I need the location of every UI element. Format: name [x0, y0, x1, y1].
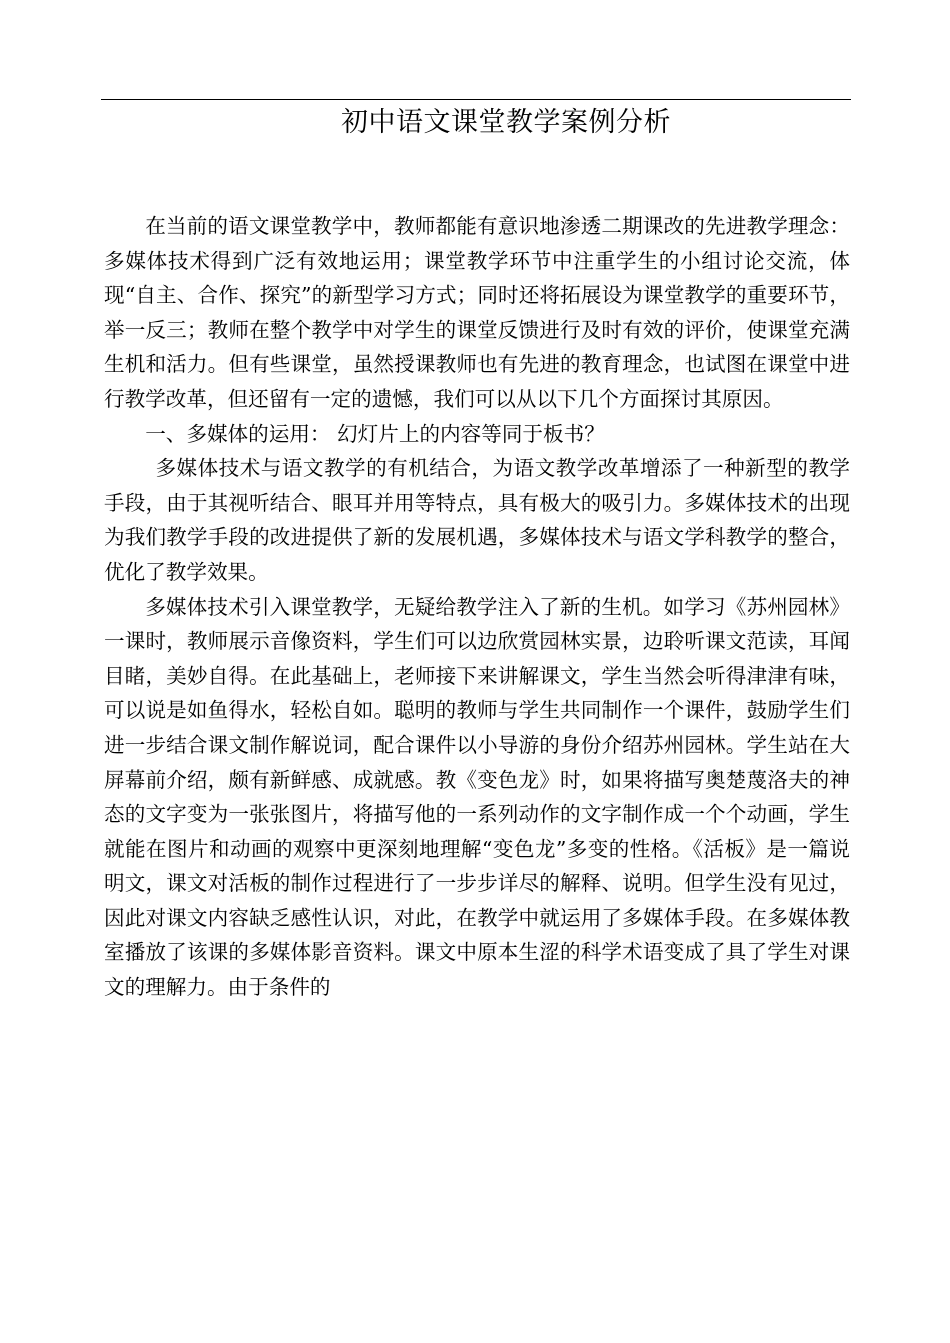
header-rule	[101, 99, 851, 100]
paragraph-intro: 在当前的语文课堂教学中，教师都能有意识地渗透二期课改的先进教学理念：多媒体技术得到广泛有效地运用；课堂教学环节中注重学生的小组讨论交流，体现“自主、合作、探究”的新型学习方式；同时还将拓展设为课堂教学的重要环节，举一反三；教师在整个教学中对学生的课堂反馈进行及时有效的评价，使课堂充满生机和活力。但有些课堂，虽然授课教师也有先进的教育理念，也试图在课堂中进行教学改革，但还留有一定的遗憾，我们可以从以下几个方面探讨其原因。	[104, 214, 850, 411]
section-heading-multimedia: 一、多媒体的运用： 幻灯片上的内容等同于板书？	[145, 421, 605, 446]
paragraph-multimedia-examples: 多媒体技术引入课堂教学，无疑给教学注入了新的生机。如学习《苏州园林》一课时，教师展示音像资料，学生们可以边欣赏园林实景，边聆听课文范读，耳闻目睹，美妙自得。在此基础上，老师接下来讲解课文，学生当然会听得津津有味，可以说是如鱼得水，轻松自如。聪明的教师与学生共同制作一个课件，鼓励学生们进一步结合课文制作解说词，配合课件以小导游的身份介绍苏州园林。学生站在大屏幕前介绍，颇有新鲜感、成就感。教《变色龙》时，如果将描写奥楚蔑洛夫的神态的文字变为一张张图片，将描写他的一系列动作的文字制作成一个个动画，学生就能在图片和动画的观察中更深刻地理解“变色龙”多变的性格。《活板》是一篇说明文，课文对活板的制作过程进行了一步步详尽的解释、说明。但学生没有见过，因此对课文内容缺乏感性认识，对此，在教学中就运用了多媒体手段。在多媒体教室播放了该课的多媒体影音资料。课文中原本生涩的科学术语变成了具了学生对课文的理解力。由于条件的	[104, 594, 850, 1000]
paragraph-multimedia-overview: 多媒体技术与语文教学的有机结合，为语文教学改革增添了一种新型的教学手段，由于其视听结合、眼耳并用等特点，具有极大的吸引力。多媒体技术的出现为我们教学手段的改进提供了新的发展机遇，多媒体技术与语文学科教学的整合，优化了教学效果。	[104, 456, 850, 584]
document-body	[104, 209, 850, 1005]
document-title: 初中语文课堂教学案例分析	[341, 107, 671, 138]
